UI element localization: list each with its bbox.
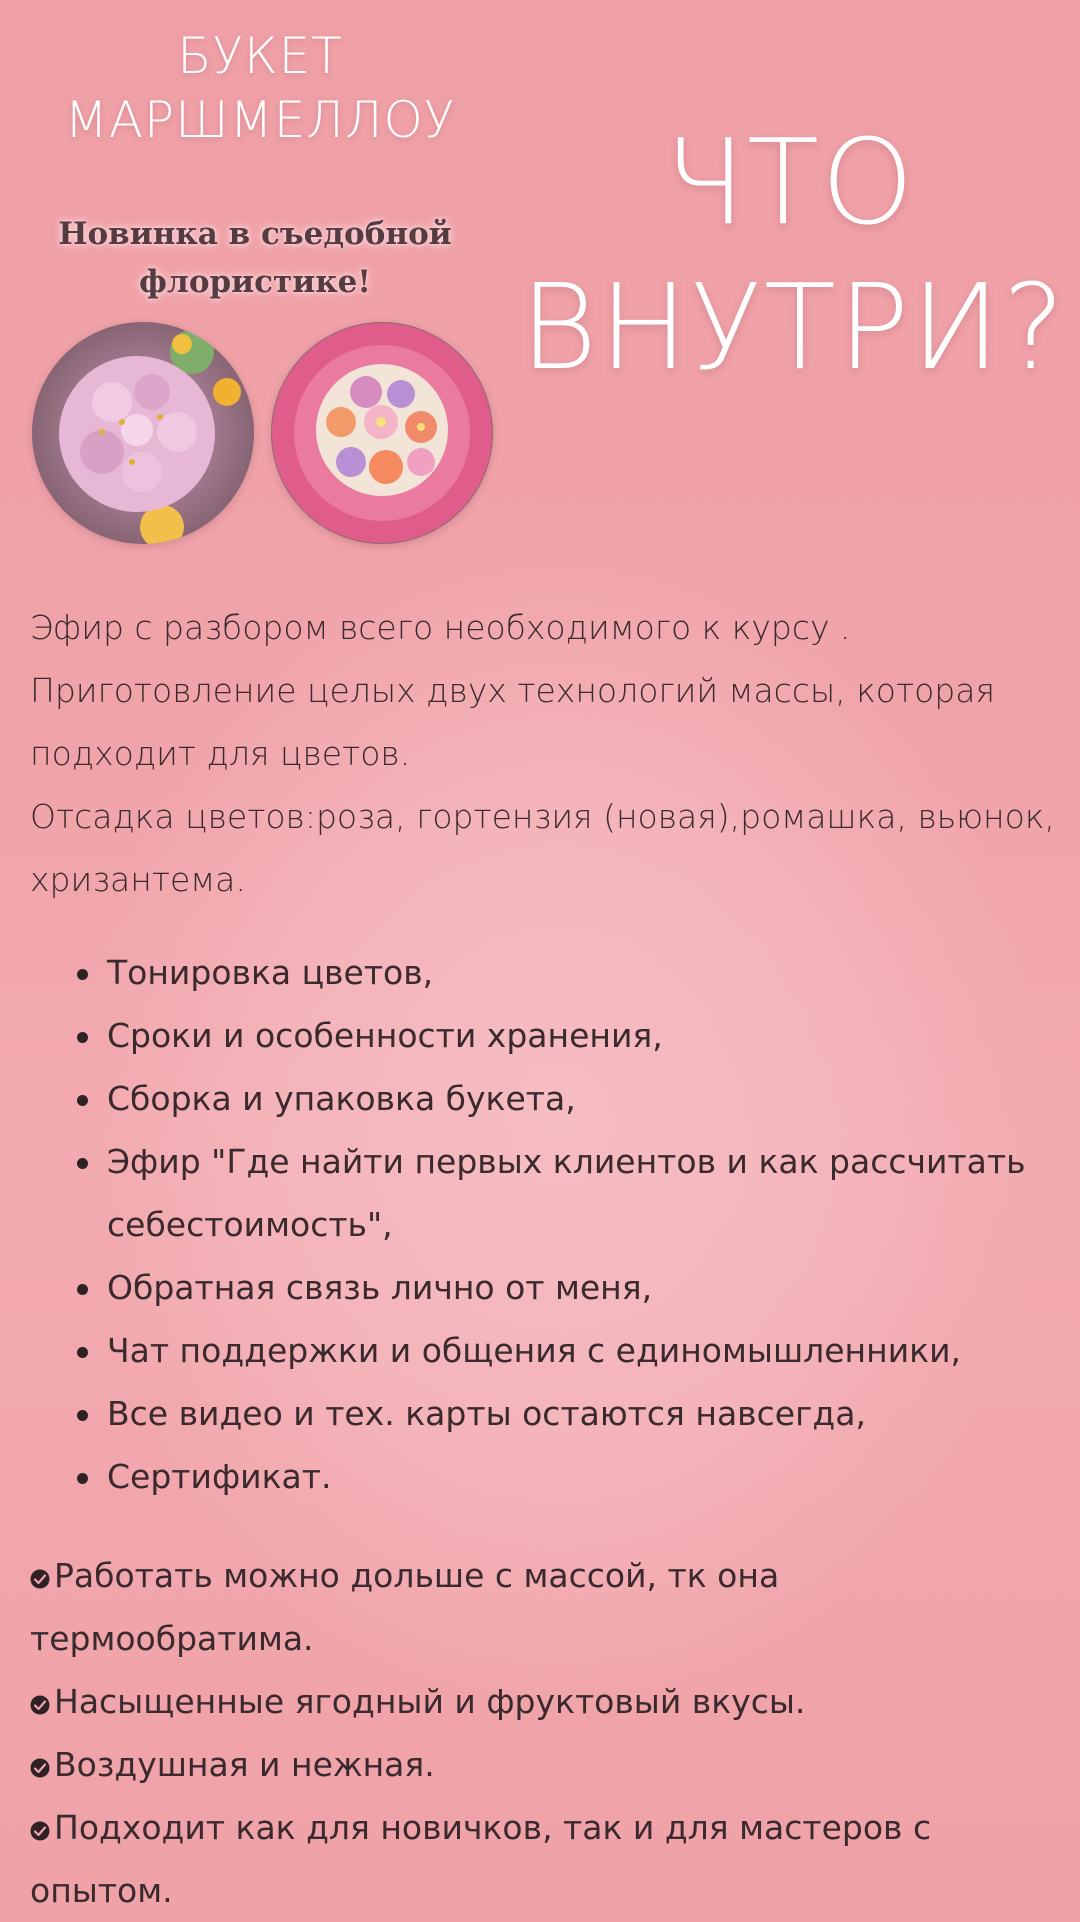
bullet-dot-icon — [77, 1095, 88, 1106]
hydrangea-photo-graphic — [32, 322, 254, 544]
tagline-line-2: флористике! — [139, 264, 371, 300]
bullet-dot-icon — [77, 1473, 88, 1484]
feature-text: Все видео и тех. карты остаются навсегда, — [107, 1394, 866, 1433]
feature-item — [30, 1256, 1050, 1319]
feature-text: Обратная связь лично от меня, — [107, 1268, 653, 1307]
benefit-text: Воздушная и нежная. — [54, 1745, 435, 1784]
intro-paragraph: Приготовление целых двух технологий массы, которая подходит для цветов. — [30, 671, 995, 773]
bullet-dot-icon — [77, 1347, 88, 1358]
benefit-item — [30, 1733, 1060, 1796]
check-mark-icon — [30, 1695, 50, 1715]
intro-text — [30, 596, 1060, 911]
feature-item — [30, 1382, 1050, 1445]
bullet-dot-icon — [77, 1032, 88, 1043]
feature-item — [30, 1004, 1050, 1067]
tagline-line-1: Новинка в съедобной — [58, 216, 452, 252]
benefit-text: Насыщенные ягодный и фруктовый вкусы. — [54, 1682, 806, 1721]
feature-text: Тонировка цветов, — [107, 953, 434, 992]
feature-text: Сроки и особенности хранения, — [107, 1016, 663, 1055]
marshmallow-bouquet-photo — [271, 322, 493, 544]
feature-text: Эфир "Где найти первых клиентов и как рассчитать себестоимость", — [107, 1142, 1026, 1244]
intro-paragraph: Отсадка цветов:роза, гортензия (новая),ромашка, вьюнок, хризантема. — [30, 797, 1055, 899]
page-heading — [520, 110, 1067, 400]
feature-item — [30, 941, 1050, 1004]
check-mark-icon — [30, 1821, 50, 1841]
brand-title — [30, 24, 490, 152]
bullet-dot-icon — [77, 1410, 88, 1421]
feature-item — [30, 1445, 1050, 1508]
feature-item — [30, 1067, 1050, 1130]
check-mark-icon — [30, 1569, 50, 1589]
feature-list — [30, 941, 1050, 1508]
bullet-dot-icon — [77, 1284, 88, 1295]
bullet-dot-icon — [77, 969, 88, 980]
feature-text: Чат поддержки и общения с единомышленники, — [107, 1331, 962, 1370]
feature-text: Сертификат. — [107, 1457, 332, 1496]
benefit-item — [30, 1796, 1060, 1922]
brand-title-line-2: МАРШМЕЛЛОУ — [64, 91, 456, 149]
benefit-item — [30, 1670, 1060, 1733]
page-heading-line-2: ВНУТРИ? — [520, 258, 1067, 396]
benefit-text: Работать можно дольше с массой, тк она термообратима. — [30, 1556, 780, 1658]
feature-item — [30, 1319, 1050, 1382]
tagline — [40, 210, 470, 306]
benefit-text: Подходит как для новичков, так и для мастеров с опытом. — [30, 1808, 932, 1910]
benefit-list — [30, 1544, 1060, 1922]
check-mark-icon — [30, 1758, 50, 1778]
feature-text: Сборка и упаковка букета, — [107, 1079, 576, 1118]
bullet-dot-icon — [77, 1158, 88, 1169]
bouquet-photo-graphic — [271, 322, 493, 544]
hydrangea-marshmallow-photo — [32, 322, 254, 544]
feature-item — [30, 1130, 1050, 1256]
benefit-item — [30, 1544, 1060, 1670]
intro-paragraph: Эфир с разбором всего необходимого к курсу . — [30, 608, 851, 647]
page-heading-line-1: ЧТО — [664, 113, 916, 251]
brand-title-line-1: БУКЕТ — [177, 27, 343, 85]
